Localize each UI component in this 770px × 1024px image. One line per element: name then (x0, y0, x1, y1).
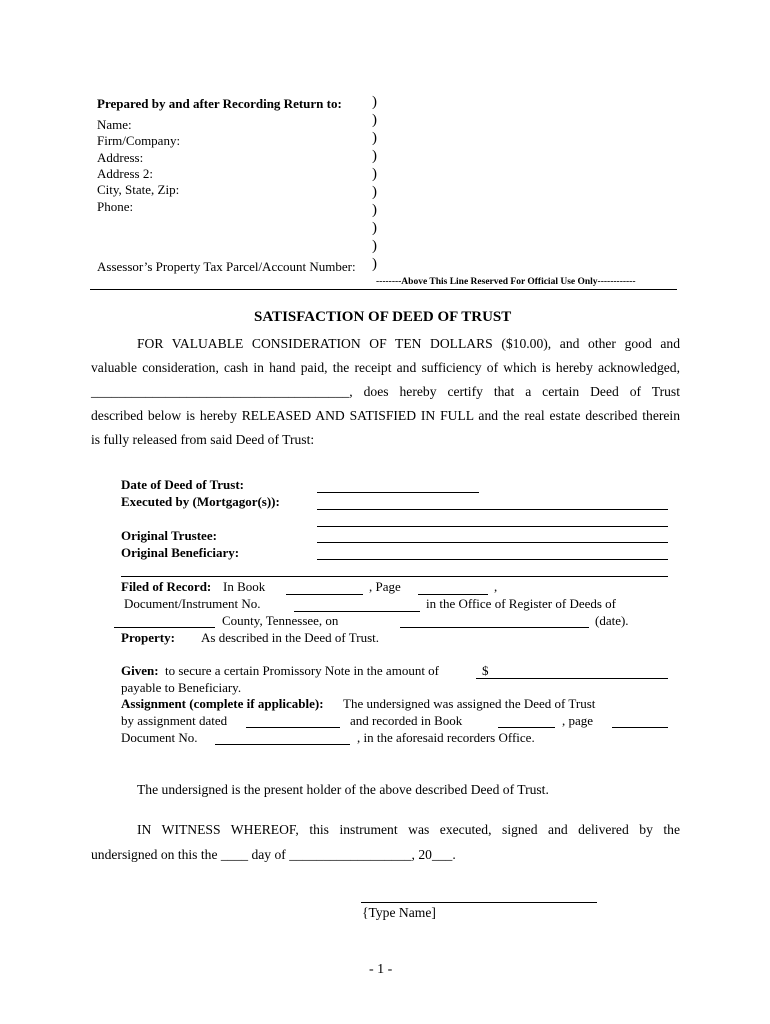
section-divider (121, 576, 668, 577)
original-beneficiary-field[interactable] (317, 559, 668, 560)
page-number: - 1 - (369, 962, 393, 977)
paren: ) (372, 112, 377, 128)
assignment-document-field[interactable] (215, 744, 350, 745)
paren: ) (372, 238, 377, 254)
original-trustee-field[interactable] (317, 542, 668, 543)
given-text: to secure a certain Promissory Note in the amount of (165, 663, 440, 678)
recorded-in-book-text: and recorded in Book (350, 713, 463, 728)
assignment-text: The undersigned was assigned the Deed of Trust (343, 696, 596, 711)
recording-date-field[interactable] (400, 627, 589, 628)
date-of-deed-field[interactable] (317, 492, 479, 493)
filed-of-record-label: Filed of Record: (121, 579, 212, 594)
prepared-by-heading: Prepared by and after Recording Return to: (97, 96, 342, 111)
intro-line-3: ______________________________________, does hereby certify that a certain Deed of Trust (91, 384, 680, 399)
name-label: Name: (97, 117, 132, 132)
county-field[interactable] (114, 627, 215, 628)
executed-by-field[interactable] (317, 509, 668, 510)
intro-line-2: valuable consideration, cash in hand paid, the receipt and sufficiency of which is hereby acknowledged, (91, 360, 680, 375)
original-trustee-label: Original Trustee: (121, 528, 217, 543)
address-label: Address: (97, 150, 144, 165)
intro-line-5: is fully released from said Deed of Trust: (91, 432, 315, 447)
date-of-deed-label: Date of Deed of Trust: (121, 477, 244, 492)
paren: ) (372, 94, 377, 110)
dollar-sign: $ (482, 663, 489, 678)
original-beneficiary-label: Original Beneficiary: (121, 545, 240, 560)
book-field[interactable] (286, 594, 363, 595)
document-no-text: Document No. (121, 730, 198, 745)
register-of-deeds-text: in the Office of Register of Deeds of (426, 596, 617, 611)
assignment-book-field[interactable] (498, 727, 555, 728)
property-text: As described in the Deed of Trust. (201, 630, 380, 645)
parcel-number-label: Assessor’s Property Tax Parcel/Account Number: (97, 259, 356, 274)
document-title: SATISFACTION OF DEED OF TRUST (254, 309, 512, 325)
comma-text: , (494, 579, 498, 594)
holder-statement: The undersigned is the present holder of the above described Deed of Trust. (137, 782, 549, 797)
executed-by-label: Executed by (Mortgagor(s)): (121, 494, 280, 509)
phone-label: Phone: (97, 199, 134, 214)
witness-line-1: IN WITNESS WHEREOF, this instrument was executed, signed and delivered by the (137, 822, 680, 837)
note-amount-field[interactable] (476, 678, 668, 679)
paren: ) (372, 220, 377, 236)
witness-line-2: undersigned on this the ____ day of __________________, 20___. (91, 847, 456, 862)
paren: ) (372, 256, 377, 272)
assignment-date-field[interactable] (246, 727, 340, 728)
intro-line-1: FOR VALUABLE CONSIDERATION OF TEN DOLLARS ($10.00), and other good and (137, 336, 680, 351)
date-text: (date). (595, 613, 629, 628)
address-2-label: Address 2: (97, 166, 153, 181)
by-assignment-text: by assignment dated (121, 713, 228, 728)
paren: ) (372, 166, 377, 182)
page-field[interactable] (418, 594, 488, 595)
assignment-page-field[interactable] (612, 727, 668, 728)
property-label: Property: (121, 630, 175, 645)
document-instrument-text: Document/Instrument No. (124, 596, 261, 611)
document-instrument-field[interactable] (294, 611, 420, 612)
page-lower-text: , page (562, 713, 594, 728)
assignment-label: Assignment (complete if applicable): (121, 696, 324, 711)
paren: ) (372, 184, 377, 200)
payable-text: payable to Beneficiary. (121, 680, 242, 695)
paren: ) (372, 148, 377, 164)
executed-by-field-2[interactable] (317, 526, 668, 527)
official-use-notice: --------Above This Line Reserved For Official Use Only------------ (376, 277, 636, 287)
firm-company-label: Firm/Company: (97, 133, 181, 148)
in-book-text: In Book (223, 579, 266, 594)
official-use-divider (90, 289, 677, 290)
intro-line-4: described below is hereby RELEASED AND SATISFIED IN FULL and the real estate described therein (91, 408, 680, 423)
county-tennessee-text: County, Tennessee, on (222, 613, 339, 628)
aforesaid-office-text: , in the aforesaid recorders Office. (357, 730, 535, 745)
page-text: , Page (369, 579, 401, 594)
given-label: Given: (121, 663, 159, 678)
paren: ) (372, 130, 377, 146)
city-state-zip-label: City, State, Zip: (97, 182, 180, 197)
paren: ) (372, 202, 377, 218)
signature-line[interactable] (361, 902, 597, 903)
type-name-label: {Type Name] (362, 905, 436, 920)
